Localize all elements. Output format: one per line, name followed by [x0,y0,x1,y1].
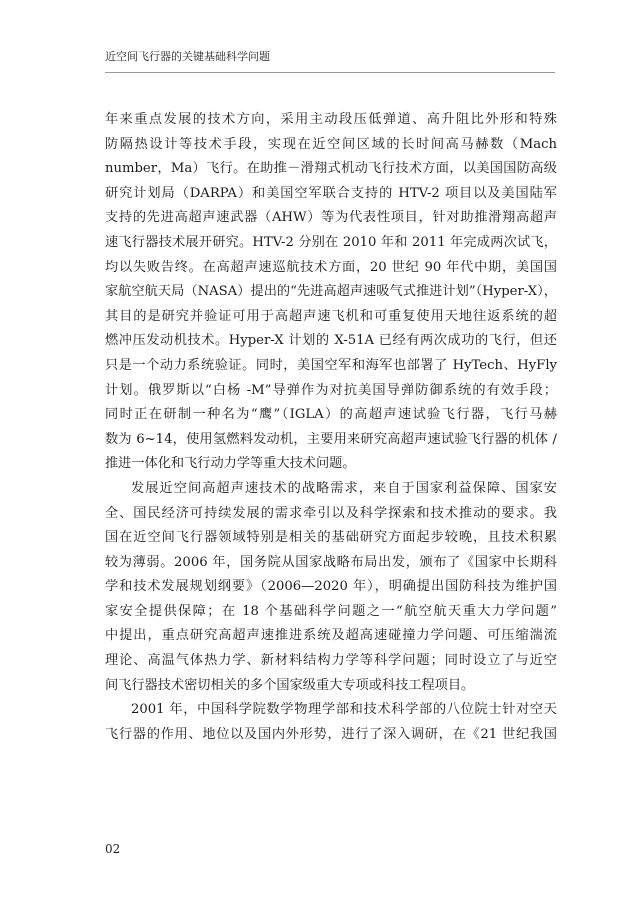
text-line: 家安全提供保障；在 18 个基础科学问题之一“航空航天重大力学问题” [105,603,557,619]
text-line: 燃冲压发动机技术。Hyper-X 计划的 X-51A 已经有两次成功的飞行，但还 [105,333,557,349]
text-line: 推进一体化和飞行动力学等重大技术问题。 [105,456,356,472]
text-line: 间飞行器技术密切相关的多个国家级重大专项或科技工程项目。 [105,677,475,693]
text-line: 研究计划局（DARPA）和美国空军联合支持的 HTV-2 项目以及美国陆军 [105,185,557,201]
text-line: 只是一个动力系统验证。同时，美国空军和海军也部署了 HyTech、HyFly [105,357,557,373]
text-line: number，Ma）飞行。在助推－滑翔式机动飞行技术方面，以美国国防高级 [105,161,557,177]
header-divider [105,72,555,73]
text-line: 全、国民经济可持续发展的需求牵引以及科学探索和技术推动的要求。我 [105,505,557,521]
text-line: 支持的先进高超声速武器（AHW）等为代表性项目，针对助推滑翔高超声 [105,210,557,226]
text-line: 同时正在研制一种名为“鹰”（IGLA）的高超声速试验飞行器，飞行马赫 [105,407,557,423]
text-line: 学和技术发展规划纲要》（2006—2020 年），明确提出国防科技为维护国 [105,579,557,595]
text-line: 年来重点发展的技术方向，采用主动段压低弹道、高升阻比外形和特殊 [105,112,557,127]
text-line: 计划。俄罗斯以“白杨 -M”导弹作为对抗美国导弹防御系统的有效手段； [105,382,557,398]
text-line: 其目的是研究并验证可用于高超声速飞机和可重复使用天地往返系统的超 [105,308,557,324]
running-header: 近空间飞行器的关键基础科学问题 [105,50,270,63]
text-line: 中提出，重点研究高超声速推进系统及超高速碰撞力学问题、可压缩湍流 [105,628,557,644]
text-line: 国在近空间飞行器领域特别是相关的基础研究方面起步较晚，且技术积累 [105,530,557,546]
text-line: 速飞行器技术展开研究。HTV-2 分别在 2010 年和 2011 年完成两次试飞， [105,234,557,250]
body-text [105,108,557,747]
text-line: 飞行器的作用、地位以及国内外形势，进行了深入调研，在《21 世纪我国 [105,726,557,742]
text-line: 防隔热设计等技术手段，实现在近空间区域的长时间高马赫数（Mach [105,136,557,152]
text-line: 理论、高温气体热力学、新材料结构力学等科学问题；同时设立了与近空 [105,653,557,669]
text-line: 数为 6~14，使用氢燃料发动机，主要用来研究高超声速试验飞行器的机体 / [105,431,557,447]
text-line: 发展近空间高超声速技术的战略需求，来自于国家利益保障、国家安 [131,480,557,496]
text-line: 家航空航天局（NASA）提出的“先进高超声速吸气式推进计划”（Hyper-X）， [105,284,557,300]
text-line: 均以失败告终。在高超声速巡航技术方面，20 世纪 90 年代中期，美国国 [105,259,557,275]
text-line: 较为薄弱。2006 年，国务院从国家战略布局出发，颁布了《国家中长期科 [105,554,557,570]
text-line: 2001 年，中国科学院数学物理学部和技术科学部的八位院士针对空天 [131,702,557,718]
page-number: 02 [105,842,121,856]
